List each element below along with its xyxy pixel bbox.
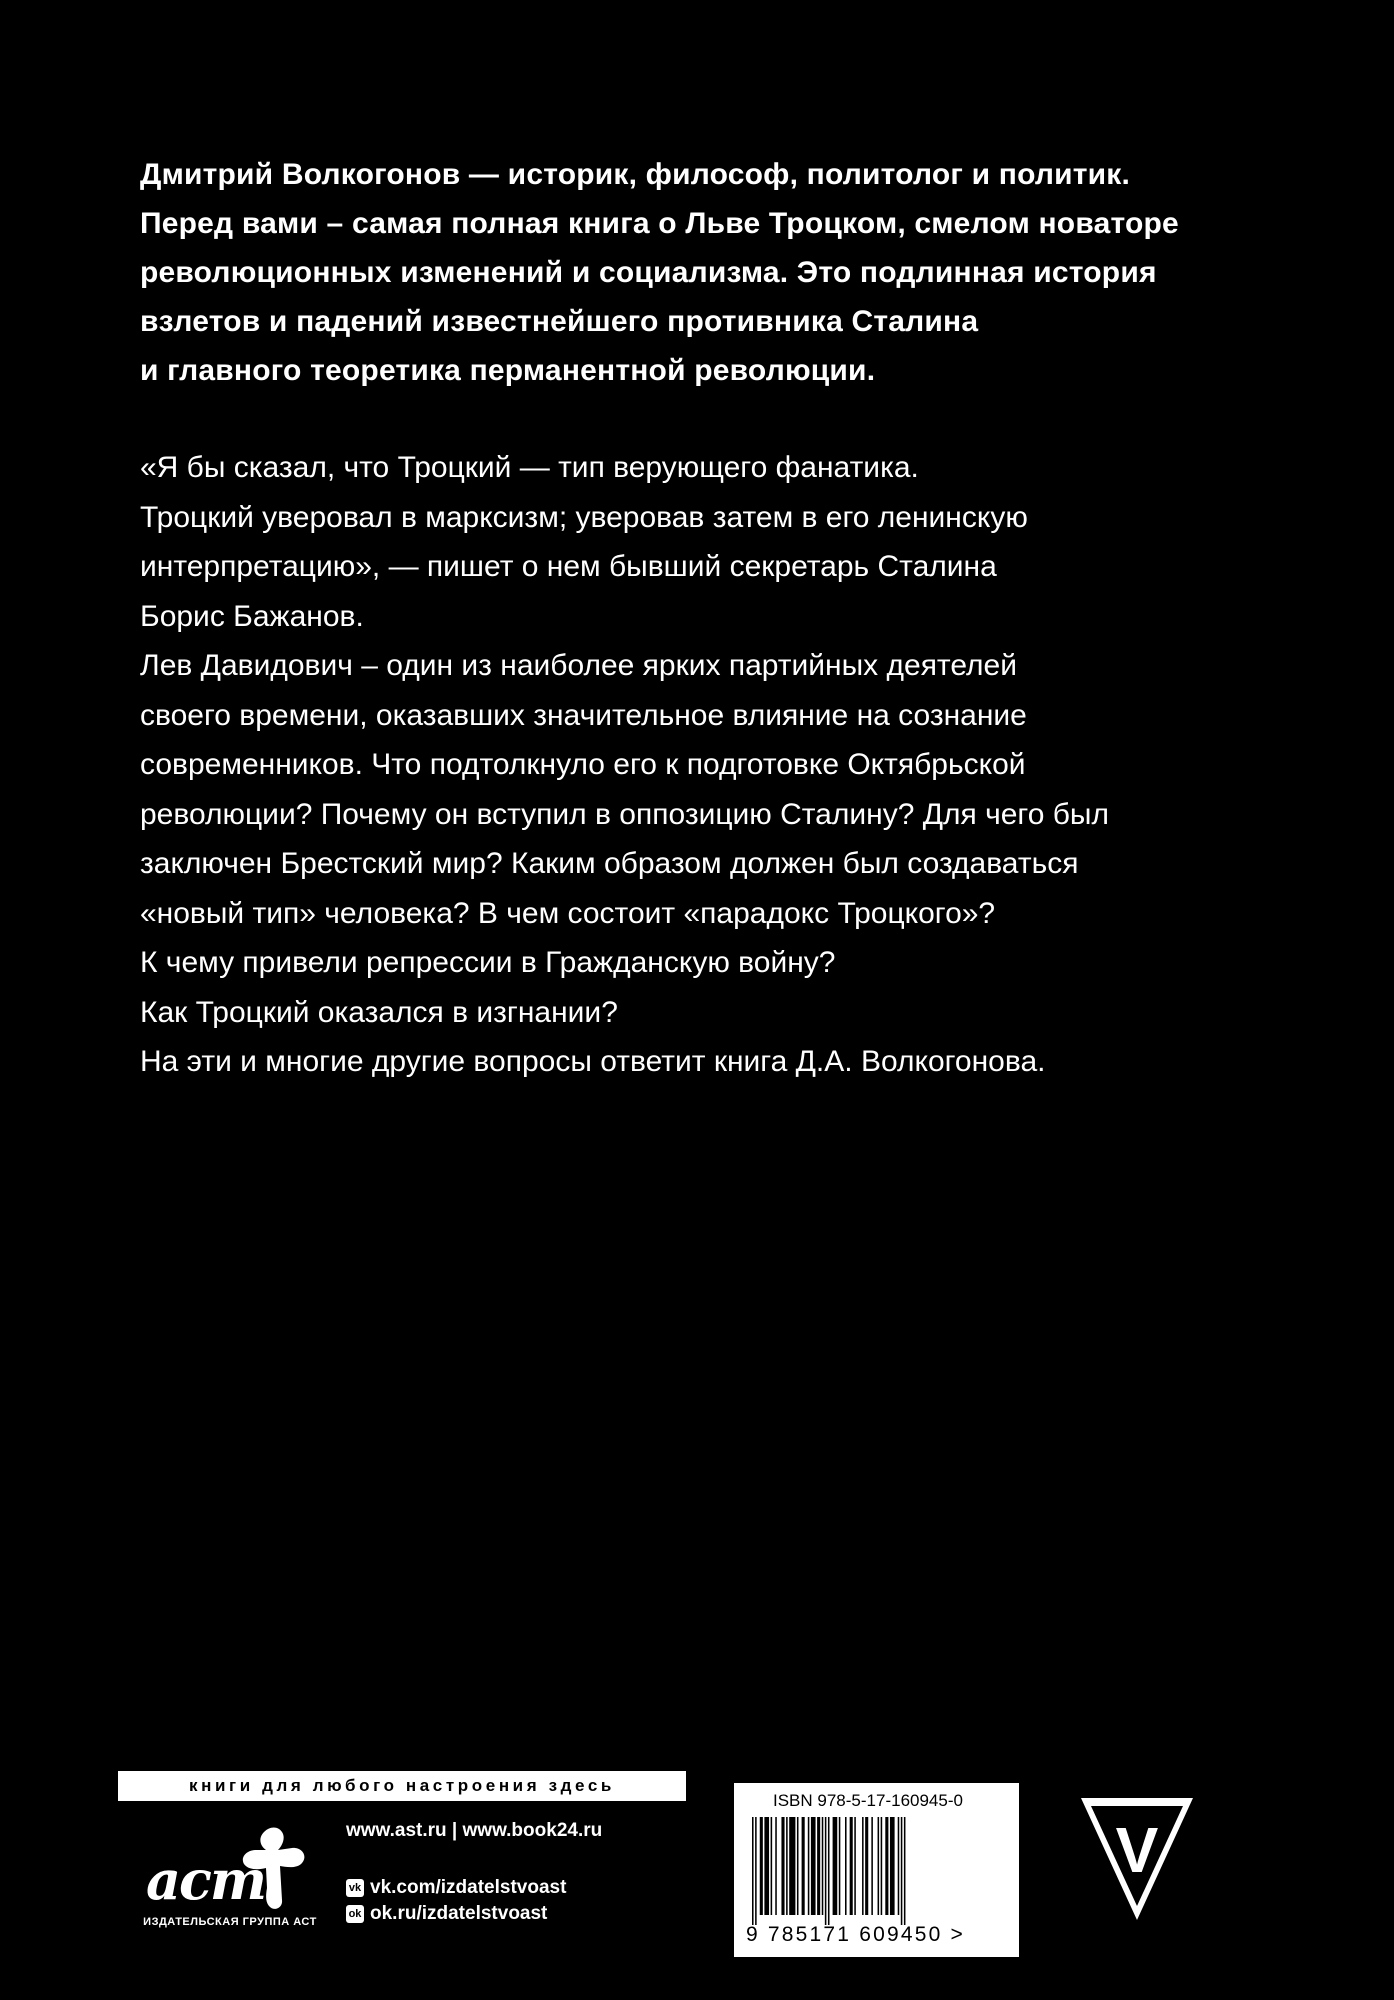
barcode-bar <box>752 1817 754 1925</box>
tagline-banner: книги для любого настроения здесь <box>118 1771 686 1801</box>
description-line: «новый тип» человека? В чем состоит «парадокс Троцкого»? <box>140 896 996 930</box>
description-paragraph <box>140 443 1280 1087</box>
barcode-bar <box>854 1817 856 1915</box>
vk-link-row[interactable] <box>346 1876 566 1900</box>
barcode-bar <box>871 1817 873 1915</box>
barcode-bar <box>828 1817 830 1925</box>
barcode-bar <box>878 1817 880 1915</box>
barcode-bar <box>786 1817 788 1915</box>
description-line: Как Троцкий оказался в изгнании? <box>140 995 618 1029</box>
barcode-bar <box>811 1817 816 1915</box>
barcode-bar <box>833 1817 838 1915</box>
barcode-bar <box>797 1817 799 1915</box>
description-line: современников. Что подтолкнуло его к подготовке Октябрьской <box>140 748 1026 781</box>
barcode-number: 9 785171 609450 > <box>746 1923 965 1946</box>
description-line: заключен Брестский мир? Каким образом должен был создаваться <box>140 847 1079 880</box>
description-line: К чему привели репрессии в Гражданскую войну? <box>140 946 836 979</box>
barcode-bar <box>825 1817 827 1925</box>
barcode-bar <box>781 1817 784 1915</box>
barcode-bar <box>850 1817 853 1915</box>
publisher-v-mark <box>1077 1794 1197 1924</box>
description-line: «Я бы сказал, что Троцкий — тип верующего фанатика. <box>140 451 919 484</box>
barcode-bar <box>890 1817 895 1915</box>
intro-line: Перед вами – самая полная книга о Льве Троцком, смелом новаторе <box>140 207 1179 240</box>
barcode-bar <box>901 1817 903 1925</box>
barcode-bar <box>904 1817 906 1925</box>
intro-line: и главного теоретика перманентной революции. <box>140 354 876 387</box>
vk-icon: vk <box>346 1879 364 1897</box>
description-line: революции? Почему он вступил в оппозицию Сталину? Для чего был <box>140 797 1109 831</box>
barcode-bar <box>808 1817 810 1915</box>
barcode-bar <box>822 1817 824 1915</box>
intro-line: революционных изменений и социализма. Это подлинная история <box>140 256 1157 289</box>
intro-paragraph <box>140 150 1260 395</box>
v-shield-icon <box>1077 1794 1197 1924</box>
description-line: Лев Давидович – один из наиболее ярких партийных деятелей <box>140 649 1017 682</box>
barcode-bar <box>802 1817 805 1915</box>
barcode-bar <box>789 1817 795 1915</box>
description-line: интерпретацию», — пишет о нем бывший секретарь Сталина <box>140 550 997 583</box>
barcode-bar <box>845 1817 847 1915</box>
barcode-bar <box>862 1817 864 1915</box>
intro-line: Дмитрий Волкогонов — историк, философ, политолог и политик. <box>140 158 1131 191</box>
publisher-group-name: ИЗДАТЕЛЬСКАЯ ГРУППА АСТ <box>143 1916 317 1928</box>
description-line: Троцкий уверовал в марксизм; уверовав затем в его ленинскую <box>140 500 1028 534</box>
barcode-bar <box>771 1817 773 1915</box>
barcode-bar <box>885 1817 888 1915</box>
description-line: Борис Бажанов. <box>140 599 364 633</box>
barcode-bar <box>764 1817 769 1915</box>
ast-logo-text: аст <box>146 1848 266 1912</box>
ok-link[interactable]: ok.ru/izdatelstvoast <box>370 1903 548 1924</box>
website-links[interactable]: www.ast.ru | www.book24.ru <box>346 1820 603 1841</box>
barcode-bar <box>760 1817 763 1915</box>
vk-link[interactable]: vk.com/izdatelstvoast <box>370 1877 567 1898</box>
ast-logo <box>132 1822 328 1952</box>
intro-line: взлетов и падений известнейшего противника Сталина <box>140 305 979 338</box>
ok-link-row[interactable] <box>346 1902 547 1926</box>
isbn-barcode <box>734 1783 1019 1957</box>
barcode-bar <box>898 1817 900 1915</box>
isbn-label: ISBN 978-5-17-160945-0 <box>773 1791 963 1810</box>
barcode-bar <box>865 1817 868 1915</box>
barcode-bar <box>817 1817 820 1915</box>
barcode-bar <box>755 1817 757 1925</box>
publisher-mark-letter: V <box>1115 1814 1159 1886</box>
barcode-bar <box>881 1817 883 1915</box>
description-line: На эти и многие другие вопросы ответит книга Д.А. Волкогонова. <box>140 1045 1046 1078</box>
barcode-bar <box>839 1817 841 1915</box>
barcode-bar <box>775 1817 777 1915</box>
description-line: своего времени, оказавших значительное влияние на сознание <box>140 698 1027 732</box>
ok-icon: ok <box>346 1905 364 1923</box>
